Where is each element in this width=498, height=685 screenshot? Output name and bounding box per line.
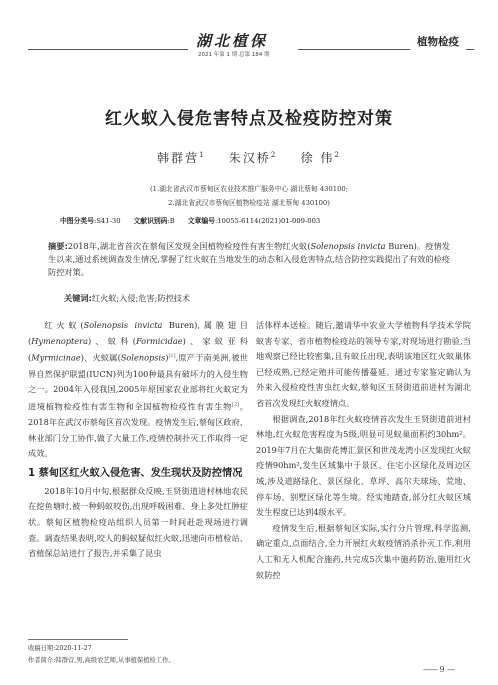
page-number-value: 9 <box>439 665 445 674</box>
author-line <box>0 149 498 166</box>
text-run: )、蚁科( <box>87 335 136 346</box>
body-column-right <box>256 318 471 583</box>
latin-name: Solenopsis <box>120 352 166 363</box>
page-number-decoration: —— <box>423 665 437 674</box>
doc-code-label: 文献识别码 <box>133 217 168 225</box>
body-column-left <box>28 318 248 562</box>
journal-issue: 2021 年第 1 期 总第 184 期 <box>198 52 270 58</box>
latin-name: Myrmicinae <box>31 352 81 363</box>
author-affiliation-mark: 2 <box>334 151 341 159</box>
footnote-received: 收稿日期:2020-11-27 <box>28 645 92 652</box>
journal-name: 湖北植保 <box>196 32 269 50</box>
abstract-text: Buren)。疫情发生以来,通过系统调查发生情况,掌握了红火蚁在当地发生的动态和入侵危害特点,结合防控实践提出了有效的检疫防控对策。 <box>48 241 450 277</box>
latin-name: Hymenoptera <box>31 335 88 346</box>
header-rule-right <box>466 49 474 50</box>
author-affiliation-mark: 2 <box>270 151 278 159</box>
text-run: )、家蚁亚科( <box>28 335 248 363</box>
journal-header <box>0 0 498 70</box>
citation-ref[interactable]: [1] <box>168 353 176 360</box>
author-affiliation-mark: 1 <box>199 151 206 159</box>
latin-name: Solenopsis invicta <box>83 320 163 330</box>
article-number-label: 文章编号 <box>187 217 215 225</box>
clc-label: 中图分类号 <box>60 217 94 225</box>
author-name: 韩群营 <box>157 151 200 165</box>
doc-code-value: :B <box>167 217 175 225</box>
latin-name: Formicidae <box>135 335 183 346</box>
body-paragraph: 疫情发生后,根据蔡甸区实际,实行分片管理,科学监测,确定重点,点面结合,全力开展红火蚁疫情消杀扑灭工作,利用人工和无人机配合施药,共完成5次集中施药防治,施用红火蚁防控 <box>256 522 471 580</box>
footnote-author: 作者简介:韩群营,男,高级农艺师,从事植保植检工作。 <box>28 657 175 664</box>
header-rule-middle <box>298 49 410 50</box>
text-run: 。2018年在武汉市蔡甸区首次发现。疫情发生后,蔡甸区政府、林业部门分工协作,做了大量工作,疫情控制扑灭工作取得一定成效。 <box>28 401 248 459</box>
citation-ref[interactable]: [2] <box>232 401 240 408</box>
body-paragraph: 活体样本送检。随后,邀请华中农业大学植物科学技术学院蚁害专家、省市植物检疫站的领导专家,对现场进行勘验,当地观察已经比较密集,且有蚁丘出现,表明该地区红火蚁巢体已经成熟,已经定殖并可能传播蔓延。通过专家鉴定确认为外来入侵检疫性害虫红火蚁,蔡甸区玉贤街道前进村为湖北省首次发现红火蚁疫情点。 <box>256 320 471 408</box>
text-run: Buren),属膜翅目( <box>28 320 248 346</box>
article-number-value: :10055-6114(2021)01-009-003 <box>214 217 321 225</box>
affiliation-line: (1.湖北省武汉市蔡甸区农业技术推广服务中心 湖北蔡甸 430100; <box>149 185 349 193</box>
abstract-latin-name: Solenopsis invicta <box>310 241 386 251</box>
article-title: 红火蚁入侵危害特点及检疫防控对策 <box>105 109 393 129</box>
body-paragraph: 2018年10月中旬,根据群众反映,玉贤街道进村林地农民在挖鱼塘时,被一种蚂蚁咬伤,出现呼吸困难、身上多处红肿症状。蔡甸区植物检疫站组织人员第一时间赶赴现场进行调查。调查结果表明,咬人的蚂蚁疑似红火蚁,迅速向市植检站、省植保总站进行了报告,并采集了昆虫 <box>28 485 248 559</box>
author-name: 朱汉桥 <box>228 151 271 165</box>
affiliation-line: 2.湖北省武汉市蔡甸区植物检疫站 湖北蔡甸 430100) <box>168 199 330 207</box>
header-rule-left <box>28 49 188 50</box>
page-number <box>423 665 454 674</box>
clc-value: :S41-30 <box>93 217 121 225</box>
body-paragraph <box>28 318 248 462</box>
text-run: )、火蚁属( <box>80 352 121 363</box>
keywords <box>64 293 190 304</box>
abstract <box>48 240 450 279</box>
author-name: 徐 伟 <box>300 151 335 165</box>
document-metadata <box>60 215 320 225</box>
abstract-text: 2018年,湖北省首次在蔡甸区发现全国植物检疫性有害生物红火蚁( <box>67 241 311 251</box>
text-run: 红火蚁( <box>44 320 84 330</box>
text-run: ) <box>165 352 169 363</box>
text-run: ,原产于南美洲,被世界自然保护联盟(IUCN)列为100种最具有破坏力的入侵生物之一。2004年入侵我国,2005年原国家农业部将红火蚁定为进境植物检疫性有害生物和全国植物检疫性有害生物 <box>28 352 248 412</box>
body-paragraph: 根据调查,2018年红火蚁疫情首次发生玉贤街道前进村林地,红火蚁危害程度为5级,明显可见蚁巢面积约30hm²。2019年7月在大集街花博汇景区和世茂龙湾小区发现红火蚁疫情90hm²,发生区域集中于景区、住宅小区绿化及周边区域,涉及道路绿化、景区绿化、草坪、高尔夫球场、荒地、停车场、别墅区绿化等生境。经实地踏查,部分红火蚁区域发生程度已达到4级水平。 <box>256 413 471 518</box>
keywords-text: 红火蚁;入侵;危害;防控技术 <box>91 293 191 303</box>
keywords-label: 关键词: <box>64 293 92 303</box>
footnote-rule <box>28 639 128 640</box>
abstract-label: 摘要: <box>48 241 68 251</box>
page-number-decoration: — <box>447 665 455 674</box>
section-heading: 1 蔡甸区红火蚁入侵危害、发生现状及防控情况 <box>28 467 243 479</box>
section-tag: 植物检疫 <box>417 36 459 48</box>
